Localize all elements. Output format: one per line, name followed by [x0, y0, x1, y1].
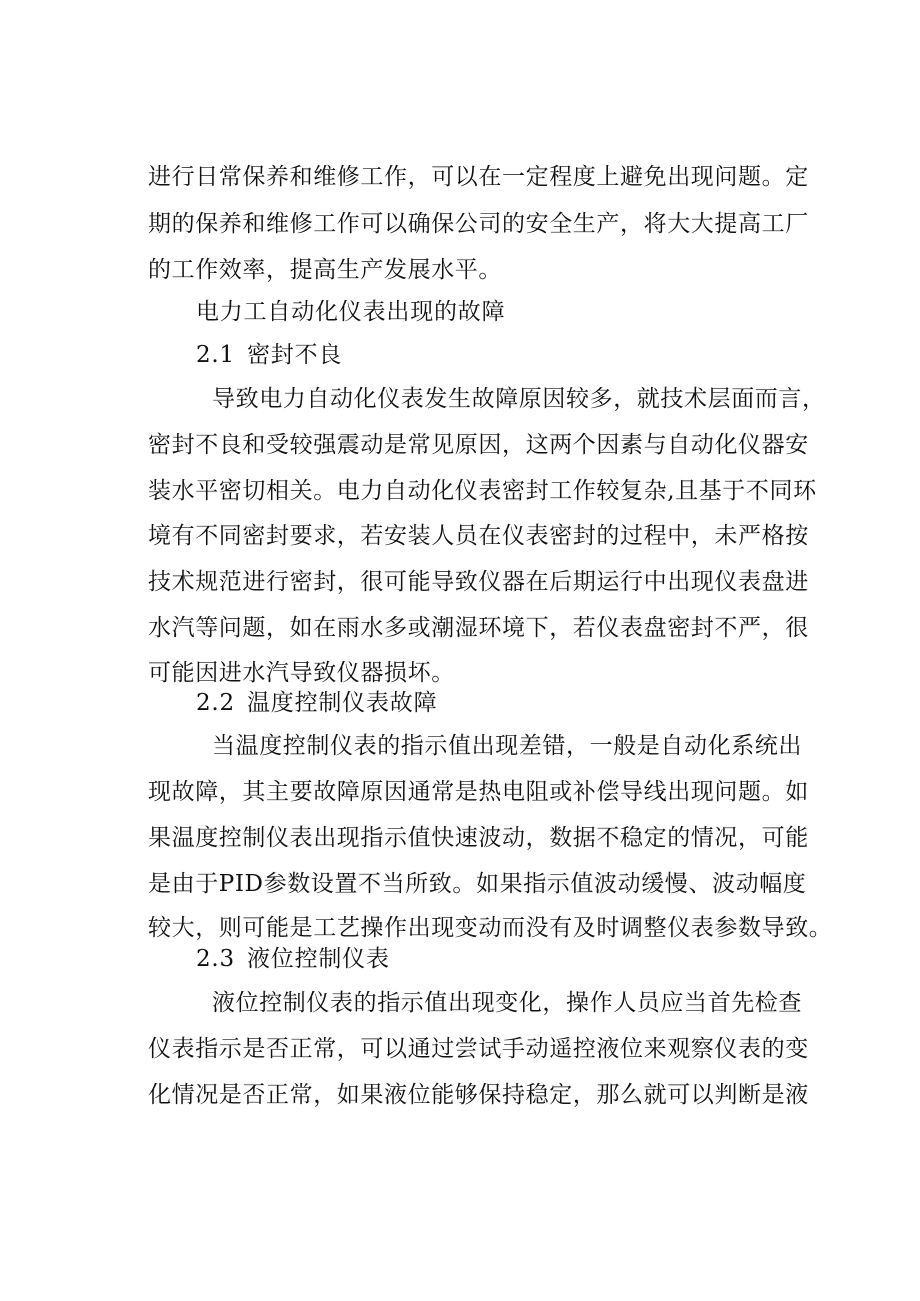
subsection-heading-2-3 [196, 944, 856, 974]
paragraph-line: 的工作效率，提高生产发展水平。 [148, 257, 502, 283]
section-title: 电力工自动化仪表出现的故障 [196, 299, 506, 325]
paragraph-line: 液位控制仪表的指示值出现变化，操作人员应当首先检查 [212, 990, 802, 1016]
paragraph-line: 化情况是否正常，如果液位能够保持稳定，那么就可以判断是液 [148, 1082, 809, 1108]
subsection-number: 2.1 [196, 342, 235, 368]
subsection-number: 2.2 [196, 690, 235, 716]
subsection-title: 密封不良 [246, 342, 343, 368]
paragraph-line: 境有不同密封要求，若安装人员在仪表密封的过程中，未严格按 [148, 523, 809, 549]
paragraph-line: 导致电力自动化仪表发生故障原因较多，就技术层面而言， [212, 386, 826, 412]
subsection-heading-2-1 [196, 340, 856, 370]
paragraph-line: 是由于PID参数设置不当所致。如果指示值波动缓慢、波动幅度 [148, 871, 807, 897]
paragraph-line: 当温度控制仪表的指示值出现差错，一般是自动化系统出 [212, 733, 802, 759]
paragraph-line: 较大，则可能是工艺操作出现变动而没有及时调整仪表参数导致。 [148, 915, 833, 941]
paragraph-line: 密封不良和受较强震动是常见原因，这两个因素与自动化仪器安 [148, 432, 809, 458]
paragraph-line: 现故障，其主要故障原因通常是热电阻或补偿导线出现问题。如 [148, 779, 809, 805]
paragraph-line: 可能因进水汽导致仪器损坏。 [148, 660, 455, 686]
subsection-number: 2.3 [196, 946, 235, 972]
paragraph-line: 技术规范进行密封，很可能导致仪器在后期运行中出现仪表盘进 [148, 569, 809, 595]
paragraph-line: 仪表指示是否正常，可以通过尝试手动遥控液位来观察仪表的变 [148, 1036, 809, 1062]
subsection-heading-2-2 [196, 688, 856, 718]
paragraph-line: 期的保养和维修工作可以确保公司的安全生产，将大大提高工厂 [148, 211, 809, 237]
subsection-title: 温度控制仪表故障 [246, 690, 438, 716]
paragraph-line: 装水平密切相关。电力自动化仪表密封工作较复杂,且基于不同环 [148, 478, 817, 504]
subsection-title: 液位控制仪表 [246, 946, 390, 972]
paragraph-line: 进行日常保养和维修工作，可以在一定程度上避免出现问题。定 [148, 164, 809, 190]
paragraph-line: 果温度控制仪表出现指示值快速波动，数据不稳定的情况，可能 [148, 825, 809, 851]
paragraph-line: 水汽等问题，如在雨水多或潮湿环境下，若仪表盘密封不严，很 [148, 615, 809, 641]
